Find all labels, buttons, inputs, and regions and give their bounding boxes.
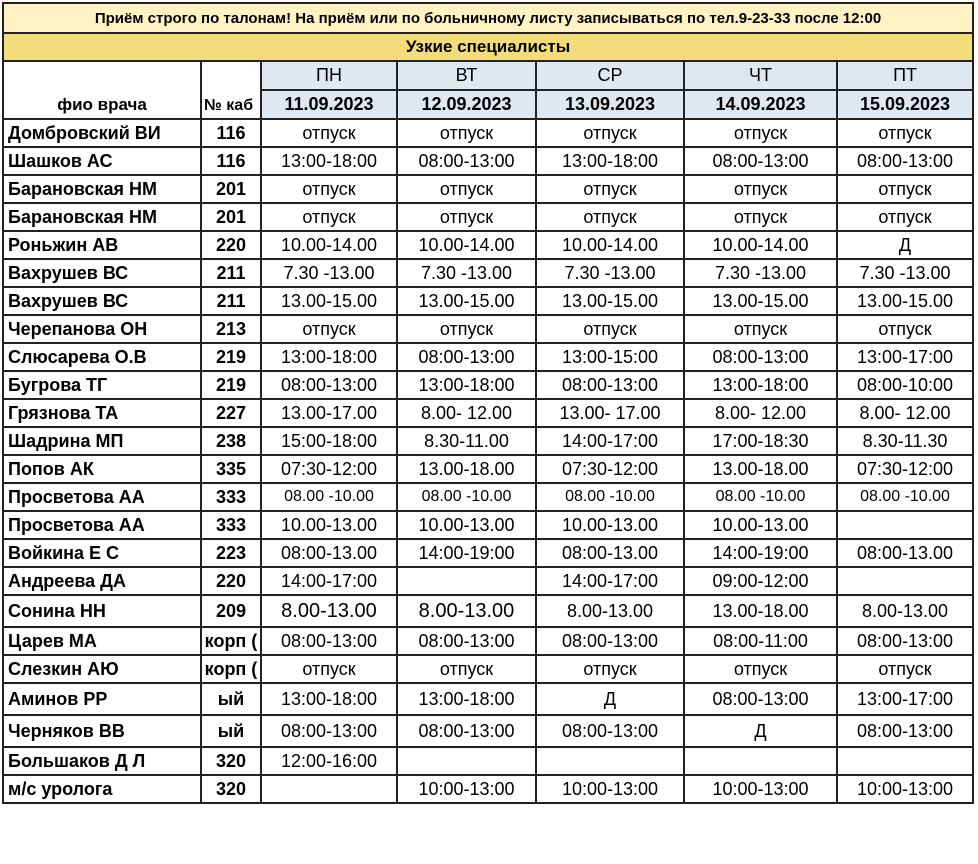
notice-row <box>3 3 973 33</box>
cabinet-number: 201 <box>201 175 261 203</box>
schedule-cell: отпуск <box>536 315 684 343</box>
schedule-cell: 13:00-17:00 <box>837 343 973 371</box>
cabinet-number: корп ( <box>201 627 261 655</box>
schedule-cell: 13.00-18.00 <box>684 595 837 627</box>
schedule-cell: 10:00-13:00 <box>684 775 837 803</box>
schedule-cell: 13.00-15.00 <box>261 287 397 315</box>
schedule-cell <box>397 747 536 775</box>
schedule-cell: отпуск <box>837 175 973 203</box>
cabinet-number: 333 <box>201 483 261 511</box>
schedule-cell: 15:00-18:00 <box>261 427 397 455</box>
table-row <box>3 315 973 343</box>
table-row <box>3 147 973 175</box>
table-row <box>3 259 973 287</box>
doctor-name: Просветова АА <box>3 483 201 511</box>
schedule-cell: 10.00-14.00 <box>397 231 536 259</box>
schedule-cell: 12:00-16:00 <box>261 747 397 775</box>
schedule-cell: 14:00-19:00 <box>397 539 536 567</box>
cabinet-number: 320 <box>201 747 261 775</box>
doctor-name: Войкина Е С <box>3 539 201 567</box>
schedule-cell: 8.00- 12.00 <box>684 399 837 427</box>
table-row <box>3 775 973 803</box>
schedule-cell: 13:00-17:00 <box>837 683 973 715</box>
schedule-cell: 08:00-10:00 <box>837 371 973 399</box>
schedule-cell: 13.00- 17.00 <box>536 399 684 427</box>
schedule-cell: 08:00-13.00 <box>837 539 973 567</box>
schedule-cell: 8.00- 12.00 <box>837 399 973 427</box>
schedule-cell: 08.00 -10.00 <box>837 483 973 511</box>
schedule-cell <box>837 567 973 595</box>
doctor-name: Большаков Д Л <box>3 747 201 775</box>
schedule-cell: 08:00-13:00 <box>837 627 973 655</box>
schedule-cell: отпуск <box>684 175 837 203</box>
schedule-cell: отпуск <box>837 655 973 683</box>
schedule-cell: 8.00-13.00 <box>536 595 684 627</box>
schedule-cell: 08:00-13:00 <box>536 627 684 655</box>
cabinet-number: 213 <box>201 315 261 343</box>
schedule-cell <box>837 511 973 539</box>
schedule-cell: 7.30 -13.00 <box>397 259 536 287</box>
cabinet-number: ый <box>201 715 261 747</box>
schedule-cell: отпуск <box>397 175 536 203</box>
table-row <box>3 539 973 567</box>
schedule-sheet <box>2 2 972 804</box>
schedule-cell: 10.00-14.00 <box>261 231 397 259</box>
schedule-cell: 08:00-13.00 <box>536 539 684 567</box>
schedule-cell: отпуск <box>261 119 397 147</box>
day-names-row <box>3 61 973 90</box>
cabinet-number: 116 <box>201 119 261 147</box>
schedule-cell: 10:00-13:00 <box>536 775 684 803</box>
doctor-name: Сонина НН <box>3 595 201 627</box>
schedule-cell: 8.00-13.00 <box>837 595 973 627</box>
schedule-cell: отпуск <box>261 315 397 343</box>
day-name: СР <box>536 61 684 90</box>
day-name: ПН <box>261 61 397 90</box>
cabinet-number: 201 <box>201 203 261 231</box>
schedule-cell <box>397 567 536 595</box>
doctor-name: Домбровский ВИ <box>3 119 201 147</box>
cabinet-number: ый <box>201 683 261 715</box>
section-title: Узкие специалисты <box>3 33 973 61</box>
doctor-name: Андреева ДА <box>3 567 201 595</box>
schedule-cell: отпуск <box>684 203 837 231</box>
doctor-name: Вахрушев ВС <box>3 259 201 287</box>
schedule-cell: 13.00-18.00 <box>684 455 837 483</box>
cabinet-number: 211 <box>201 287 261 315</box>
table-row <box>3 511 973 539</box>
schedule-cell: 10.00-14.00 <box>536 231 684 259</box>
cabinet-number: 211 <box>201 259 261 287</box>
doctor-name: Грязнова ТА <box>3 399 201 427</box>
day-date: 15.09.2023 <box>837 90 973 119</box>
schedule-cell: 08:00-13:00 <box>684 147 837 175</box>
schedule-cell: 7.30 -13.00 <box>536 259 684 287</box>
table-row <box>3 231 973 259</box>
doctor-name: Роньжин АВ <box>3 231 201 259</box>
table-row <box>3 627 973 655</box>
day-name: ВТ <box>397 61 536 90</box>
table-row <box>3 655 973 683</box>
schedule-cell: 08:00-13:00 <box>397 627 536 655</box>
schedule-cell: 10.00-13.00 <box>536 511 684 539</box>
doctor-name: Барановская НМ <box>3 203 201 231</box>
schedule-cell: 07:30-12:00 <box>261 455 397 483</box>
cabinet-number: 219 <box>201 343 261 371</box>
doctor-name: Слюсарева О.В <box>3 343 201 371</box>
schedule-cell: 08.00 -10.00 <box>684 483 837 511</box>
schedule-cell: Д <box>684 715 837 747</box>
schedule-cell <box>261 775 397 803</box>
schedule-cell: 08:00-11:00 <box>684 627 837 655</box>
schedule-cell: 13:00-18:00 <box>397 683 536 715</box>
doctor-name: Вахрушев ВС <box>3 287 201 315</box>
cabinet-number: 227 <box>201 399 261 427</box>
cabinet-number: 320 <box>201 775 261 803</box>
table-row <box>3 747 973 775</box>
schedule-cell: 08.00 -10.00 <box>397 483 536 511</box>
schedule-cell <box>684 747 837 775</box>
table-row <box>3 715 973 747</box>
cabinet-number: 333 <box>201 511 261 539</box>
doctor-name: Черепанова ОН <box>3 315 201 343</box>
schedule-cell: отпуск <box>536 655 684 683</box>
schedule-cell: 08:00-13:00 <box>837 147 973 175</box>
day-date: 11.09.2023 <box>261 90 397 119</box>
schedule-cell: 8.30-11.00 <box>397 427 536 455</box>
schedule-cell: 8.30-11.30 <box>837 427 973 455</box>
schedule-cell: 7.30 -13.00 <box>837 259 973 287</box>
day-date: 13.09.2023 <box>536 90 684 119</box>
table-row <box>3 427 973 455</box>
schedule-cell: 08:00-13:00 <box>837 715 973 747</box>
column-header-name: фио врача <box>3 61 201 119</box>
schedule-cell: 7.30 -13.00 <box>684 259 837 287</box>
schedule-cell: 08.00 -10.00 <box>261 483 397 511</box>
doctor-name: Бугрова ТГ <box>3 371 201 399</box>
schedule-cell: 14:00-17:00 <box>536 567 684 595</box>
table-row <box>3 371 973 399</box>
day-date: 12.09.2023 <box>397 90 536 119</box>
schedule-cell: 8.00-13.00 <box>397 595 536 627</box>
schedule-cell: 07:30-12:00 <box>837 455 973 483</box>
schedule-cell: 08:00-13:00 <box>261 371 397 399</box>
schedule-cell: 08:00-13.00 <box>261 539 397 567</box>
table-row <box>3 683 973 715</box>
doctor-name: Аминов РР <box>3 683 201 715</box>
schedule-cell: 08:00-13:00 <box>684 343 837 371</box>
day-name: ЧТ <box>684 61 837 90</box>
schedule-cell: 13:00-18:00 <box>261 343 397 371</box>
table-row <box>3 595 973 627</box>
schedule-cell <box>837 747 973 775</box>
schedule-cell: отпуск <box>397 655 536 683</box>
cabinet-number: корп ( <box>201 655 261 683</box>
schedule-cell: 08:00-13:00 <box>684 683 837 715</box>
schedule-cell: 13.00-15.00 <box>536 287 684 315</box>
schedule-cell: 13:00-18:00 <box>397 371 536 399</box>
schedule-cell: 08:00-13:00 <box>536 715 684 747</box>
schedule-cell: 13.00-18.00 <box>397 455 536 483</box>
schedule-cell: 10:00-13:00 <box>837 775 973 803</box>
table-row <box>3 175 973 203</box>
schedule-cell: 09:00-12:00 <box>684 567 837 595</box>
schedule-cell: 13.00-17.00 <box>261 399 397 427</box>
schedule-cell: 7.30 -13.00 <box>261 259 397 287</box>
schedule-cell: 13:00-18:00 <box>261 147 397 175</box>
schedule-cell: 14:00-19:00 <box>684 539 837 567</box>
cabinet-number: 219 <box>201 371 261 399</box>
cabinet-number: 335 <box>201 455 261 483</box>
schedule-cell: отпуск <box>397 119 536 147</box>
schedule-cell: отпуск <box>261 175 397 203</box>
schedule-cell <box>536 747 684 775</box>
table-row <box>3 567 973 595</box>
table-row <box>3 287 973 315</box>
doctor-name: Попов АК <box>3 455 201 483</box>
schedule-cell: отпуск <box>536 119 684 147</box>
schedule-cell: 08:00-13:00 <box>536 371 684 399</box>
doctor-name: Шадрина МП <box>3 427 201 455</box>
schedule-cell: Д <box>837 231 973 259</box>
schedule-cell: отпуск <box>684 655 837 683</box>
schedule-cell: отпуск <box>397 203 536 231</box>
schedule-cell: 07:30-12:00 <box>536 455 684 483</box>
cabinet-number: 238 <box>201 427 261 455</box>
schedule-cell: 13.00-15.00 <box>397 287 536 315</box>
schedule-cell: 10:00-13:00 <box>397 775 536 803</box>
cabinet-number: 223 <box>201 539 261 567</box>
schedule-cell: отпуск <box>536 203 684 231</box>
schedule-cell: 13:00-15:00 <box>536 343 684 371</box>
table-row <box>3 483 973 511</box>
day-date: 14.09.2023 <box>684 90 837 119</box>
schedule-cell: 08.00 -10.00 <box>536 483 684 511</box>
cabinet-number: 220 <box>201 231 261 259</box>
doctor-name: м/с уролога <box>3 775 201 803</box>
schedule-cell: отпуск <box>684 119 837 147</box>
schedule-cell: 10.00-13.00 <box>684 511 837 539</box>
schedule-cell: 08:00-13:00 <box>397 147 536 175</box>
schedule-cell: отпуск <box>837 203 973 231</box>
schedule-cell: 08:00-13:00 <box>397 715 536 747</box>
schedule-cell: 13.00-15.00 <box>684 287 837 315</box>
doctor-name: Шашков АС <box>3 147 201 175</box>
schedule-cell: отпуск <box>261 203 397 231</box>
schedule-table <box>2 2 974 804</box>
schedule-cell: 08:00-13:00 <box>261 715 397 747</box>
schedule-cell: 08:00-13:00 <box>261 627 397 655</box>
schedule-cell: 13:00-18:00 <box>261 683 397 715</box>
schedule-cell: 8.00-13.00 <box>261 595 397 627</box>
doctor-name: Черняков ВВ <box>3 715 201 747</box>
doctor-name: Слезкин АЮ <box>3 655 201 683</box>
schedule-cell: отпуск <box>684 315 837 343</box>
schedule-cell: отпуск <box>837 315 973 343</box>
schedule-cell: 13:00-18:00 <box>536 147 684 175</box>
schedule-cell: 17:00-18:30 <box>684 427 837 455</box>
table-row <box>3 203 973 231</box>
section-row <box>3 33 973 61</box>
doctor-name: Просветова АА <box>3 511 201 539</box>
schedule-cell: 13.00-15.00 <box>837 287 973 315</box>
table-row <box>3 119 973 147</box>
schedule-cell: Д <box>536 683 684 715</box>
schedule-cell: отпуск <box>261 655 397 683</box>
schedule-cell: 10.00-13.00 <box>261 511 397 539</box>
doctor-name: Барановская НМ <box>3 175 201 203</box>
table-row <box>3 455 973 483</box>
schedule-cell: 13:00-18:00 <box>684 371 837 399</box>
schedule-cell: 08:00-13:00 <box>397 343 536 371</box>
table-row <box>3 399 973 427</box>
column-header-cabinet: № каб <box>201 61 261 119</box>
notice-text: Приём строго по талонам! На приём или по больничному листу записываться по тел.9-23-33 после 12:00 <box>3 3 973 33</box>
schedule-cell: отпуск <box>397 315 536 343</box>
cabinet-number: 209 <box>201 595 261 627</box>
table-row <box>3 343 973 371</box>
schedule-cell: 14:00-17:00 <box>261 567 397 595</box>
doctor-name: Царев МА <box>3 627 201 655</box>
cabinet-number: 220 <box>201 567 261 595</box>
schedule-cell: отпуск <box>536 175 684 203</box>
schedule-cell: 8.00- 12.00 <box>397 399 536 427</box>
cabinet-number: 116 <box>201 147 261 175</box>
day-name: ПТ <box>837 61 973 90</box>
schedule-cell: 14:00-17:00 <box>536 427 684 455</box>
schedule-cell: 10.00-13.00 <box>397 511 536 539</box>
schedule-cell: 10.00-14.00 <box>684 231 837 259</box>
schedule-cell: отпуск <box>837 119 973 147</box>
